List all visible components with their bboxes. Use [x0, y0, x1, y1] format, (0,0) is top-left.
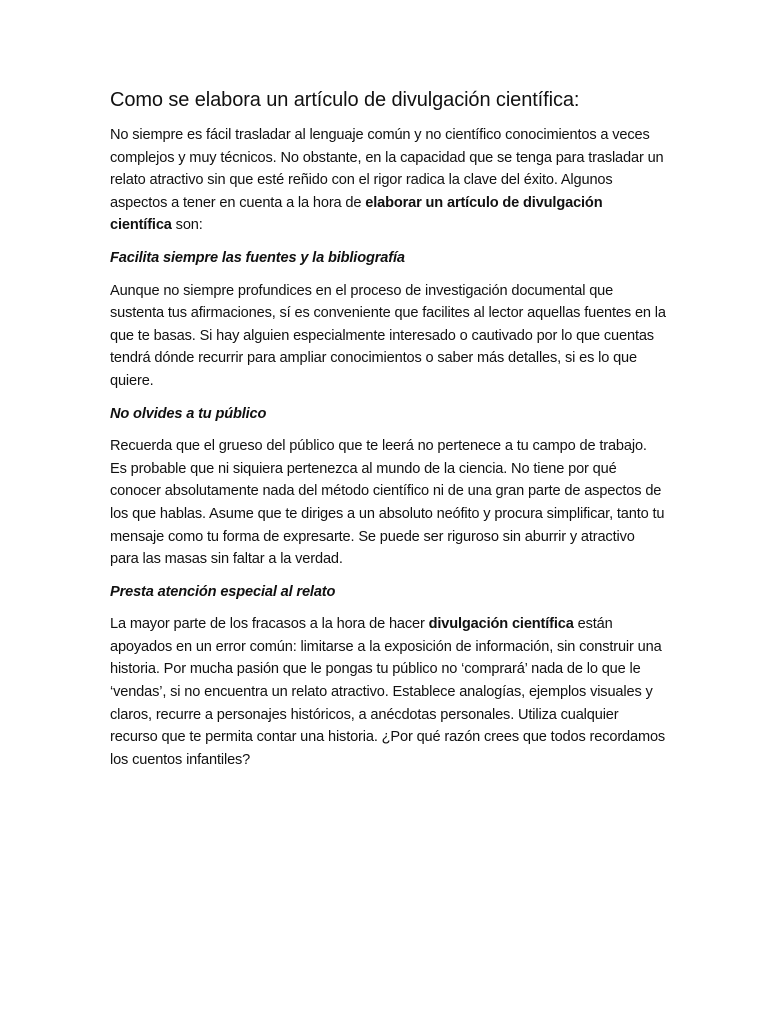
section-body-sources: Aunque no siempre profundices en el proceso de investigación documental que sustenta tus afirmaciones, sí es conveniente que facilites al lector aquellas fuentes en la que te basas. Si hay alguien especialmente interesado o cautivado por lo que cuentas tendrá dónde recurrir para ampliar conocimientos o saber más detalles, si es lo que quiere.	[110, 282, 666, 389]
intro-bold-text: elaborar un artículo de divulgación científica	[110, 194, 603, 234]
story-text: La mayor parte de los fracasos a la hora de hacer	[110, 616, 429, 633]
section-body-audience: Recuerda que el grueso del público que te leerá no pertenece a tu campo de trabajo. Es probable que ni siquiera pertenezca al mundo de la ciencia. No tiene por qué conocer absolutamente nada del método científico ni de una gran parte de aspectos de los que hablas. Asume que te diriges a un absoluto neófito y procura simplificar, tanto tu mensaje como tu forma de expresarte. Se puede ser riguroso sin aburrir y atractivo para las masas sin faltar a la verdad.	[110, 438, 665, 568]
section-body-story	[110, 613, 666, 771]
document-page	[110, 86, 666, 781]
story-bold-text: divulgación científica	[428, 616, 574, 633]
intro-paragraph	[110, 124, 666, 237]
intro-text-end: son:	[171, 217, 203, 234]
document-title: Como se elabora un artículo de divulgación científica:	[110, 89, 580, 111]
section-heading-audience: No olvides a tu público	[110, 405, 267, 422]
section-heading-sources: Facilita siempre las fuentes y la bibliografía	[110, 249, 405, 266]
section-heading-story: Presta atención especial al relato	[110, 583, 336, 600]
intro-text: No siempre es fácil trasladar al lenguaje común y no científico conocimientos a veces complejos y muy técnicos. No obstante, en la capacidad que se tenga para trasladar un relato atractivo sin que esté reñido con el rigor radica la clave del éxito. Algunos aspectos a tener en cuenta a la hora de	[110, 127, 664, 211]
story-text-end: están apoyados en un error común: limitarse a la exposición de información, sin construir una historia. Por mucha pasión que le pongas tu público no ‘comprará’ nada de lo que le ‘vendas’, si no encuentra un relato atractivo. Establece analogías, ejemplos visuales y claros, recurre a personajes históricos, a anécdotas personales. Utiliza cualquier recurso que te permita contar una historia. ¿Por qué razón crees que todos recordamos los cuentos infantiles?	[110, 616, 666, 768]
